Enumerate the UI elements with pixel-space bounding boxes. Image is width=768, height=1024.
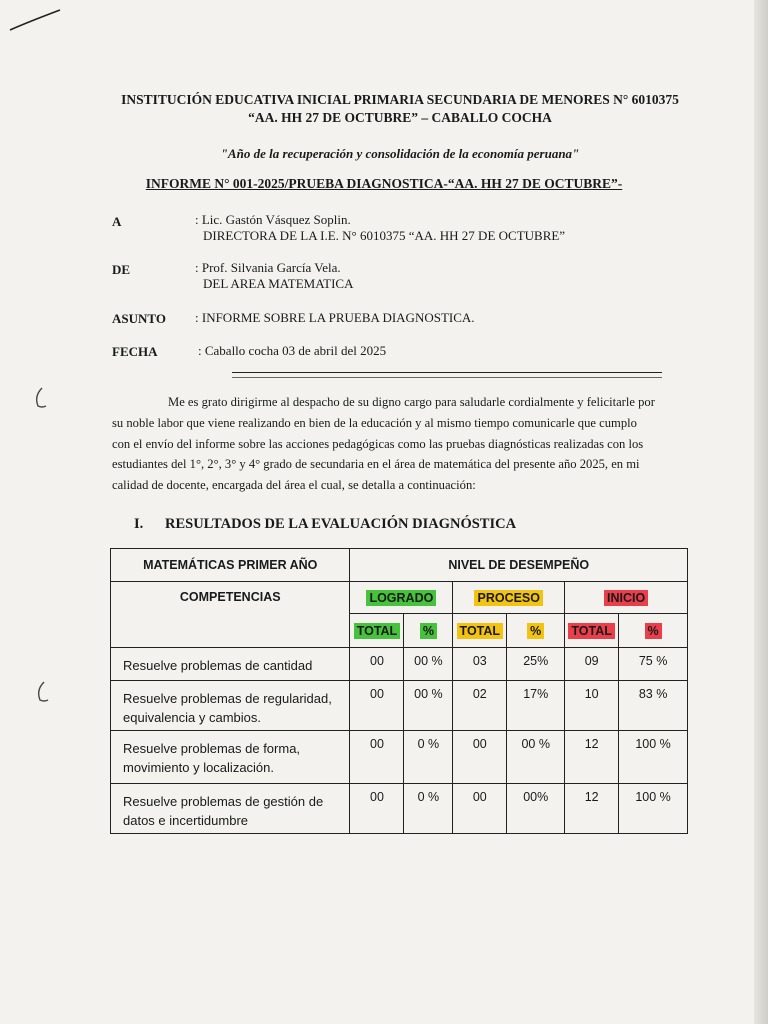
from-label: DE bbox=[112, 262, 131, 277]
subject-label: ASUNTO bbox=[112, 311, 166, 326]
value-cell: 09 bbox=[565, 648, 619, 681]
inicio-total-label: TOTAL bbox=[568, 623, 615, 639]
from-area: DEL AREA MATEMATICA bbox=[203, 276, 354, 291]
report-title bbox=[0, 176, 768, 192]
value-cell: 00% bbox=[507, 784, 565, 834]
scan-edge bbox=[754, 0, 768, 1024]
competency-cell: Resuelve problemas de regularidad, equivalencia y cambios. bbox=[111, 681, 350, 731]
table-row bbox=[111, 648, 688, 681]
results-table bbox=[110, 548, 688, 834]
value-cell: 00 bbox=[350, 731, 404, 784]
to-name: : Lic. Gastón Vásquez Soplin. bbox=[195, 212, 351, 227]
to-position: DIRECTORA DE LA I.E. N° 6010375 “AA. HH 27 DE OCTUBRE” bbox=[203, 228, 566, 243]
value-cell: 12 bbox=[565, 784, 619, 834]
body-paragraph bbox=[112, 392, 686, 496]
section-number: I. bbox=[134, 516, 144, 532]
body-line: calidad de docente, encargada del área el cual, se detalla a continuación: bbox=[112, 478, 476, 493]
institution-location: “AA. HH 27 DE OCTUBRE” – CABALLO COCHA bbox=[248, 110, 552, 125]
value-cell: 100 % bbox=[619, 784, 688, 834]
from-name: : Prof. Silvania García Vela. bbox=[195, 260, 341, 275]
body-line: Me es grato dirigirme al despacho de su digno cargo para saludarle cordialmente y felicitarle por bbox=[168, 395, 655, 409]
proceso-total-header bbox=[453, 614, 507, 648]
proceso-total-label: TOTAL bbox=[457, 623, 504, 639]
inicio-pct-header bbox=[619, 614, 688, 648]
level-proceso-cell bbox=[453, 582, 565, 614]
body-line: con el envío del informe sobre las acciones pedagógicas como las pruebas diagnósticas realizadas con los bbox=[112, 436, 644, 451]
value-cell: 12 bbox=[565, 731, 619, 784]
separator-line-thin bbox=[232, 377, 662, 378]
competency-cell: Resuelve problemas de gestión de datos e incertidumbre bbox=[111, 784, 350, 834]
table-title: MATEMÁTICAS PRIMER AÑO bbox=[111, 549, 350, 582]
value-cell: 00 bbox=[350, 648, 404, 681]
logrado-pct-label: % bbox=[420, 623, 437, 639]
inicio-pct-label: % bbox=[645, 623, 662, 639]
separator-line bbox=[232, 372, 662, 373]
value-cell: 00 bbox=[453, 731, 507, 784]
value-cell: 10 bbox=[565, 681, 619, 731]
competency-cell: Resuelve problemas de cantidad bbox=[111, 648, 350, 681]
value-cell: 17% bbox=[507, 681, 565, 731]
value-cell: 25% bbox=[507, 648, 565, 681]
proceso-pct-header bbox=[507, 614, 565, 648]
report-title-text: INFORME N° 001-2025/PRUEBA DIAGNOSTICA-“AA. HH 27 DE OCTUBRE”- bbox=[145, 176, 623, 191]
date-label: FECHA bbox=[112, 344, 158, 359]
logrado-total-label: TOTAL bbox=[354, 623, 401, 639]
proceso-pct-label: % bbox=[527, 623, 544, 639]
value-cell: 100 % bbox=[619, 731, 688, 784]
value-cell: 00 % bbox=[404, 681, 453, 731]
value-cell: 75 % bbox=[619, 648, 688, 681]
level-inicio: INICIO bbox=[604, 590, 648, 606]
competency-cell: Resuelve problemas de forma, movimiento y localización. bbox=[111, 731, 350, 784]
body-line: su noble labor que viene realizando en bien de la educación y al mismo tiempo comunicarle que cumplo bbox=[112, 415, 637, 430]
level-logrado-cell bbox=[350, 582, 453, 614]
value-cell: 0 % bbox=[404, 731, 453, 784]
value-cell: 83 % bbox=[619, 681, 688, 731]
table-row bbox=[111, 681, 688, 731]
value-cell: 0 % bbox=[404, 784, 453, 834]
level-inicio-cell bbox=[565, 582, 688, 614]
logrado-total-header bbox=[350, 614, 404, 648]
body-line: estudiantes del 1°, 2°, 3° y 4° grado de secundaria en el área de matemática del presente año 2025, en mi bbox=[112, 457, 640, 472]
value-cell: 02 bbox=[453, 681, 507, 731]
level-logrado: LOGRADO bbox=[366, 590, 436, 606]
section-title: RESULTADOS DE LA EVALUACIÓN DIAGNÓSTICA bbox=[165, 516, 517, 532]
date-value: : Caballo cocha 03 de abril del 2025 bbox=[198, 343, 387, 358]
value-cell: 00 bbox=[453, 784, 507, 834]
table-row bbox=[111, 731, 688, 784]
institution-name: INSTITUCIÓN EDUCATIVA INICIAL PRIMARIA SECUNDARIA DE MENORES N° 6010375 bbox=[121, 92, 679, 107]
value-cell: 00 bbox=[350, 784, 404, 834]
value-cell: 03 bbox=[453, 648, 507, 681]
value-cell: 00 % bbox=[507, 731, 565, 784]
inicio-total-header bbox=[565, 614, 619, 648]
year-motto: "Año de la recuperación y consolidación de la economía peruana" bbox=[220, 146, 580, 161]
margin-mark bbox=[32, 680, 52, 704]
subject-value: : INFORME SOBRE LA PRUEBA DIAGNOSTICA. bbox=[195, 310, 475, 325]
logrado-pct-header bbox=[404, 614, 453, 648]
level-header: NIVEL DE DESEMPEÑO bbox=[350, 549, 688, 582]
pen-mark bbox=[8, 8, 68, 34]
margin-mark bbox=[30, 386, 50, 410]
to-label: A bbox=[112, 214, 122, 229]
value-cell: 00 % bbox=[404, 648, 453, 681]
competencies-header: COMPETENCIAS bbox=[111, 582, 350, 648]
level-proceso: PROCESO bbox=[474, 590, 543, 606]
table-row bbox=[111, 784, 688, 834]
value-cell: 00 bbox=[350, 681, 404, 731]
